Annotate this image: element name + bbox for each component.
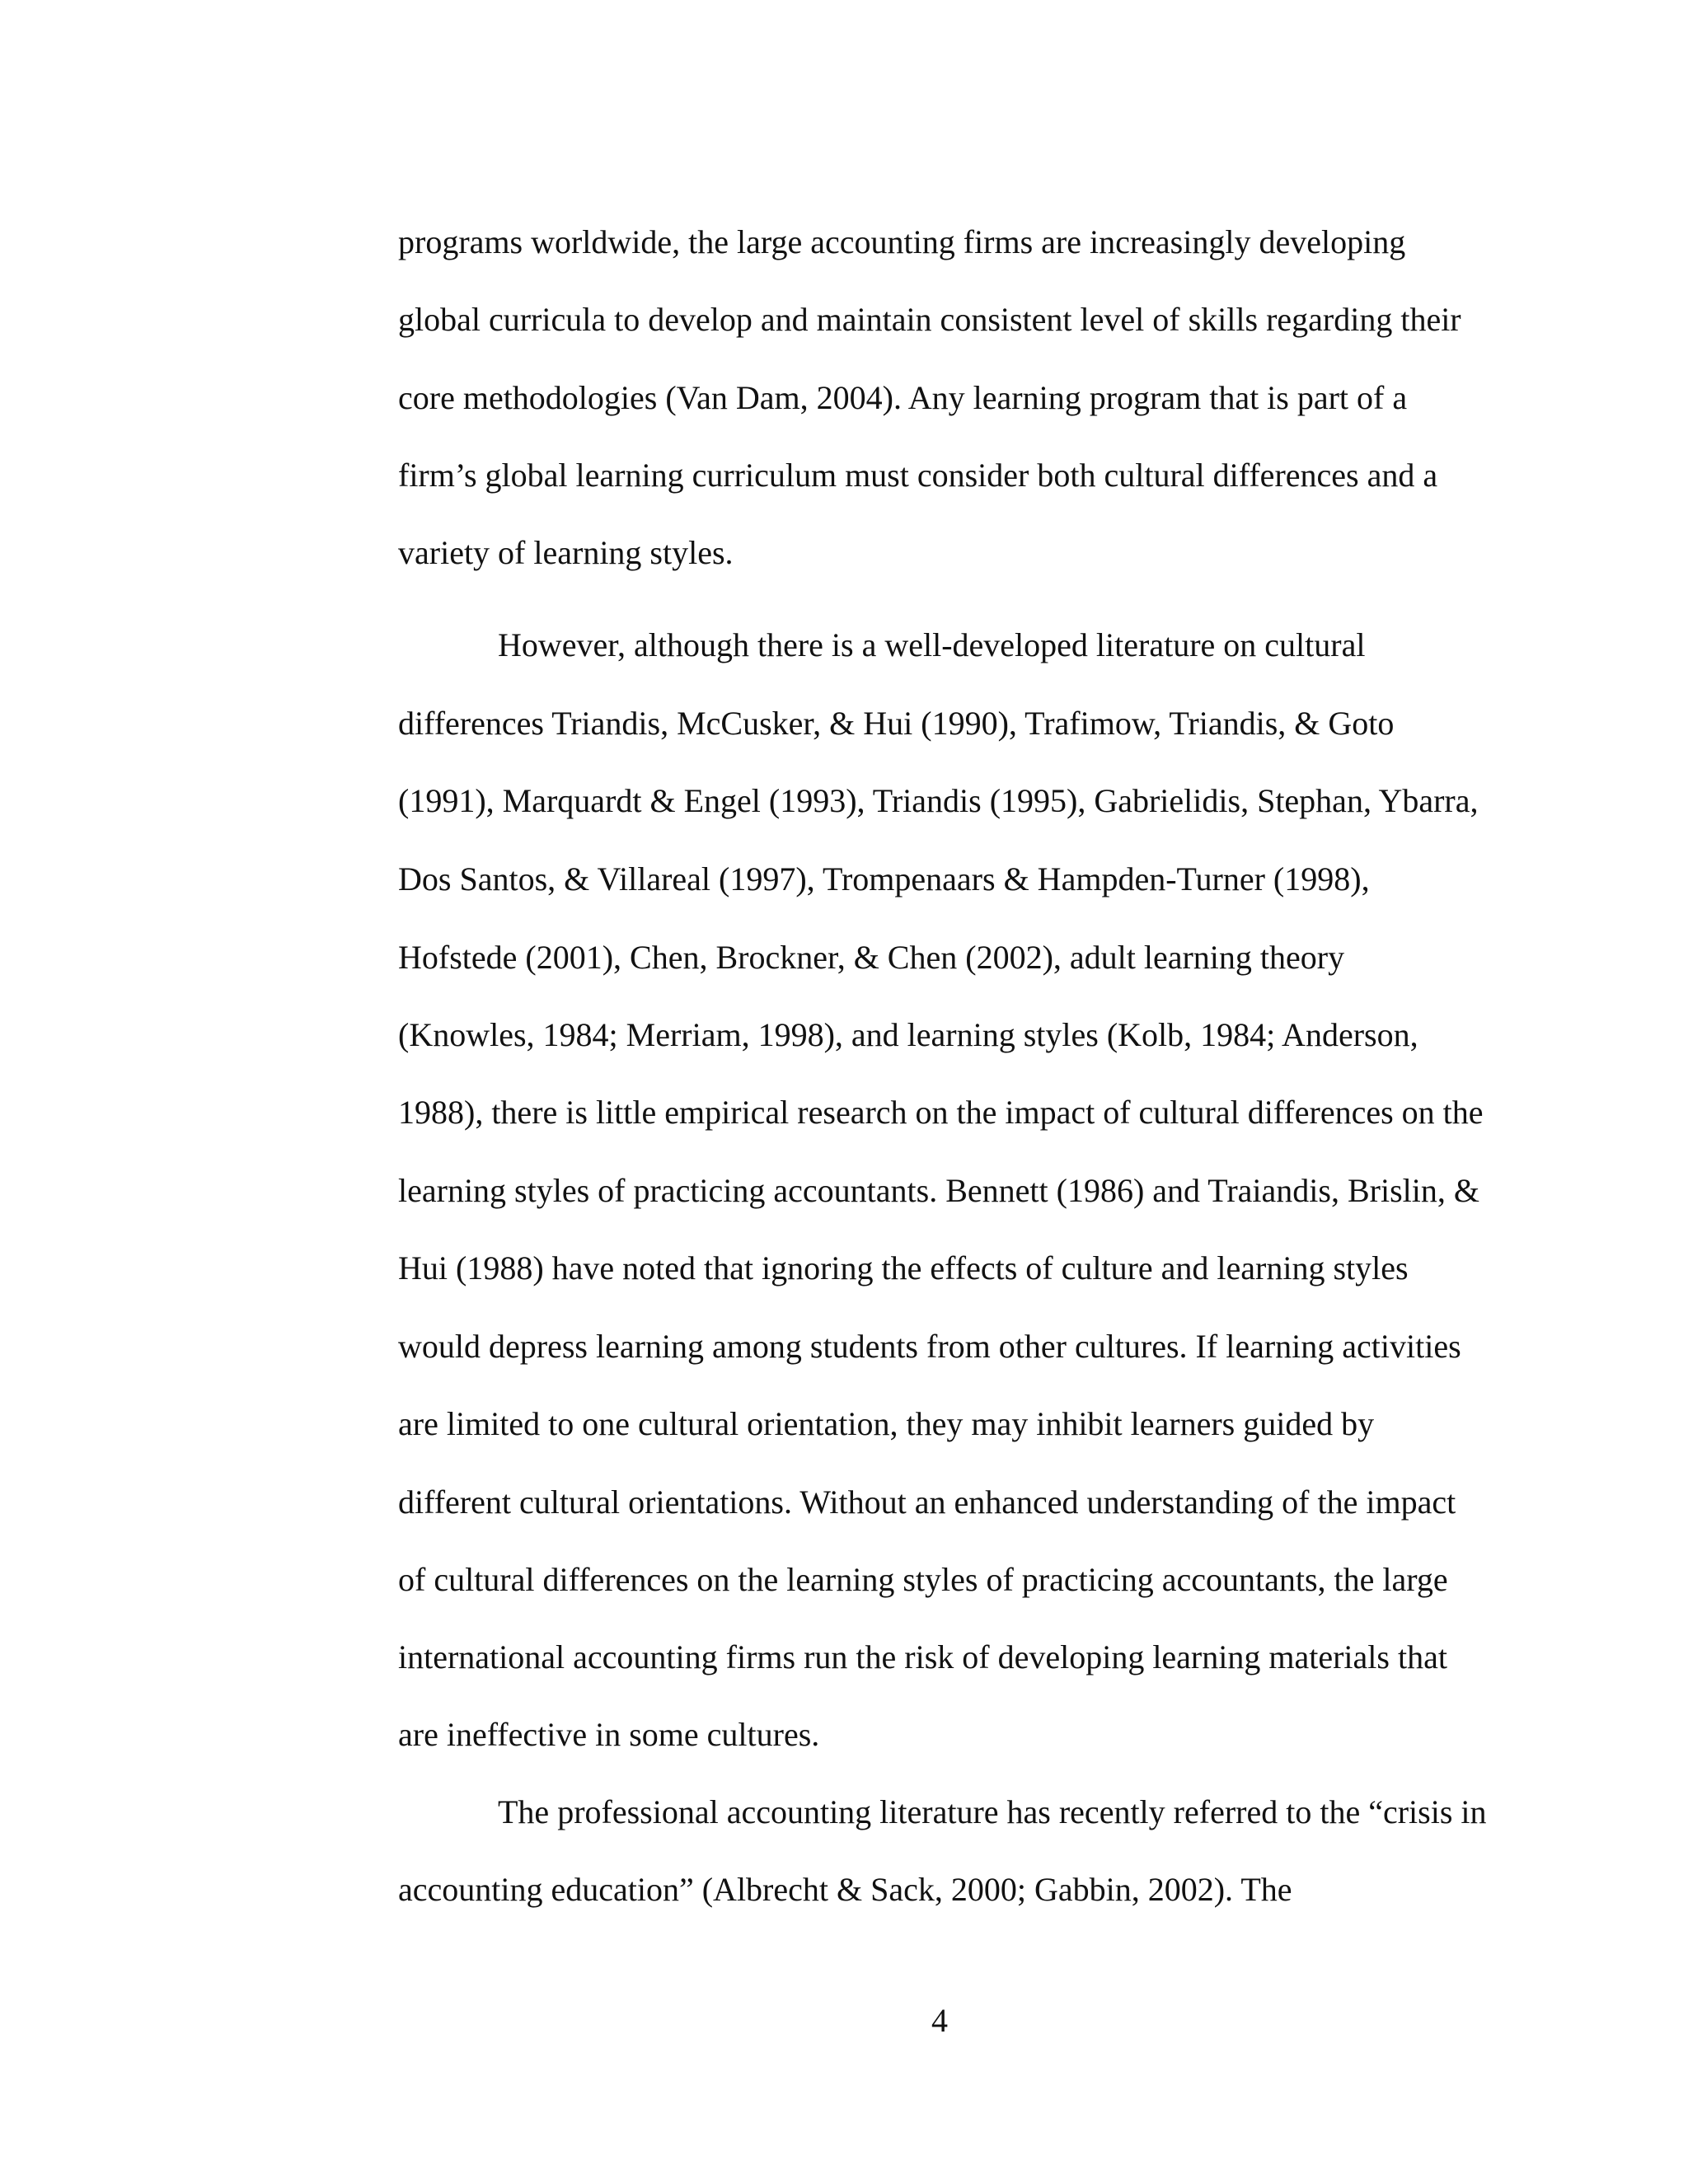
body-text-line: programs worldwide, the large accounting firms are increasingly developing (398, 223, 1406, 260)
paragraph-start-line: However, although there is a well-developed literature on cultural (498, 626, 1366, 663)
body-text-line: Hofstede (2001), Chen, Brockner, & Chen (2002), adult learning theory (398, 939, 1345, 976)
body-text-line: international accounting firms run the risk of developing learning materials that (398, 1638, 1447, 1675)
body-text-line: accounting education” (Albrecht & Sack, 2000; Gabbin, 2002). The (398, 1871, 1292, 1908)
body-text-line: 1988), there is little empirical research on the impact of cultural differences on the (398, 1094, 1484, 1131)
body-text-line: of cultural differences on the learning styles of practicing accountants, the large (398, 1561, 1448, 1598)
paragraph-start-line: The professional accounting literature has recently referred to the “crisis in (498, 1793, 1487, 1830)
body-text-line: would depress learning among students from other cultures. If learning activities (398, 1328, 1461, 1365)
body-text-line: are limited to one cultural orientation, they may inhibit learners guided by (398, 1405, 1375, 1442)
body-text-line: differences Triandis, McCusker, & Hui (1990), Trafimow, Triandis, & Goto (398, 705, 1395, 742)
body-text-line: firm’s global learning curriculum must consider both cultural differences and a (398, 457, 1438, 494)
body-text-line: are ineffective in some cultures. (398, 1716, 820, 1753)
body-text-line: global curricula to develop and maintain consistent level of skills regarding their (398, 301, 1461, 338)
body-text-line: variety of learning styles. (398, 534, 734, 571)
body-text-line: Dos Santos, & Villareal (1997), Trompenaars & Hampden-Turner (1998), (398, 860, 1370, 898)
body-text-line: Hui (1988) have noted that ignoring the effects of culture and learning styles (398, 1249, 1409, 1286)
body-text-line: core methodologies (Van Dam, 2004). Any learning program that is part of a (398, 379, 1408, 416)
body-text-line: (1991), Marquardt & Engel (1993), Triandis (1995), Gabrielidis, Stephan, Ybarra, (398, 782, 1479, 819)
page-number: 4 (931, 2002, 948, 2039)
body-text-line: learning styles of practicing accountants. Bennett (1986) and Traiandis, Brislin, & (398, 1172, 1479, 1209)
body-text-line: different cultural orientations. Without an enhanced understanding of the impact (398, 1483, 1456, 1521)
body-text-line: (Knowles, 1984; Merriam, 1998), and learning styles (Kolb, 1984; Anderson, (398, 1016, 1418, 1053)
